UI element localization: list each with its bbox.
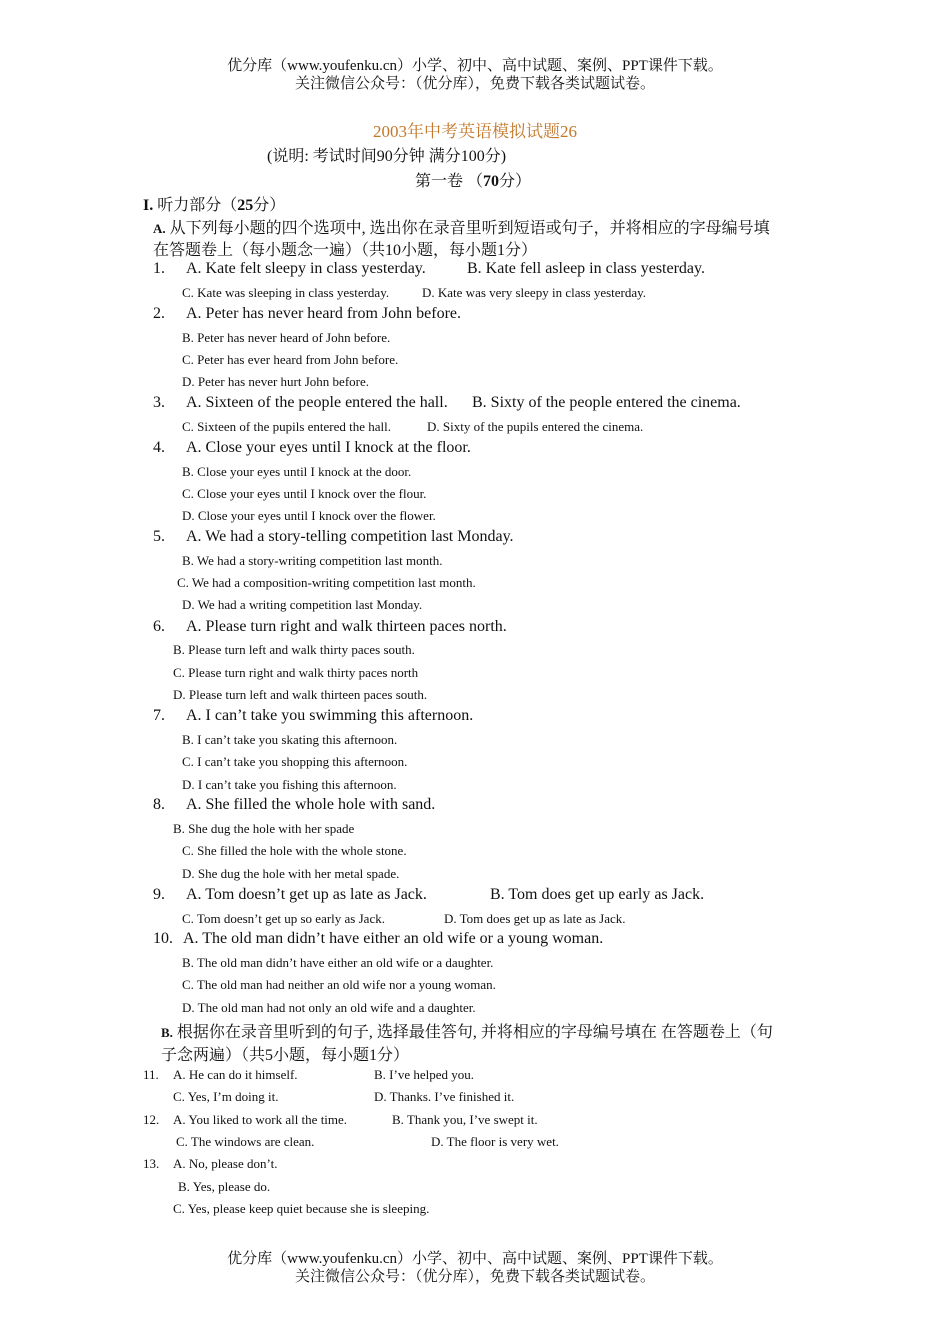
option-a: A. The old man didn’t have either an old wife or a young woman. [183, 930, 604, 947]
option-c: C. She filled the hole with the whole stone. [182, 843, 407, 858]
option-a: A. You liked to work all the time. [173, 1112, 348, 1127]
option-b: B. Peter has never heard of John before. [182, 330, 391, 345]
question-number: 10. [153, 930, 173, 947]
part-b-instr-1: 根据你在录音里听到的句子, 选择最佳答句, 并将相应的字母编号填在 在答题卷上（句 [172, 1024, 773, 1041]
question-number: 5. [153, 528, 165, 545]
option-b: B. Yes, please do. [178, 1179, 271, 1194]
header-line-1: 优分库（www.youfenku.cn）小学、初中、高中试题、案例、PPT课件下载。 [227, 58, 723, 74]
option-b: B. Close your eyes until I knock at the door. [182, 464, 412, 479]
option-a: A. Kate felt sleepy in class yesterday. [186, 260, 426, 277]
footer-line-2: 关注微信公众号：（优分库），免费下载各类试题试卷。 [294, 1269, 655, 1285]
option-c: C. Close your eyes until I knock over the flour. [182, 486, 427, 501]
volume-heading [415, 168, 531, 191]
question-number: 1. [153, 260, 165, 277]
option-c: C. Kate was sleeping in class yesterday. [182, 285, 390, 300]
option-b: B. She dug the hole with her spade [173, 821, 355, 836]
question-number: 2. [153, 305, 165, 322]
option-a: A. Please turn right and walk thirteen paces north. [186, 618, 507, 635]
option-d: D. We had a writing competition last Monday. [182, 597, 423, 612]
option-b: B. Sixty of the people entered the cinema. [472, 394, 741, 411]
part-a-instr-1: 从下列每小题的四个选项中, 选出你在录音里听到短语或句子，并将相应的字母编号填 [165, 220, 770, 237]
question-number: 3. [153, 394, 165, 411]
part-b-instruction-2: 子念两遍）（共5小题，每小题1分） [161, 1047, 410, 1064]
option-c: C. The old man had neither an old wife nor a young woman. [182, 977, 496, 992]
option-d: D. I can’t take you fishing this afternoon. [182, 777, 397, 792]
option-c: C. We had a composition-writing competition last month. [177, 575, 476, 590]
part-b-instruction-1 [161, 1019, 773, 1042]
option-c: C. The windows are clean. [176, 1134, 315, 1149]
part-a-instruction-1 [153, 215, 770, 238]
question-number: 6. [153, 618, 165, 635]
option-a: A. I can’t take you swimming this afternoon. [186, 707, 474, 724]
option-a: A. Tom doesn’t get up as late as Jack. [186, 886, 427, 903]
option-d: D. Thanks. I’ve finished it. [374, 1089, 515, 1104]
option-d: D. Tom does get up as late as Jack. [444, 911, 626, 926]
option-b: B. We had a story-writing competition last month. [182, 553, 443, 568]
option-d: D. The floor is very wet. [431, 1134, 559, 1149]
option-d: D. Sixty of the pupils entered the cinema. [427, 419, 644, 434]
option-a: A. He can do it himself. [173, 1067, 298, 1082]
option-c: C. Yes, I’m doing it. [173, 1089, 279, 1104]
option-b: B. Please turn left and walk thirty paces south. [173, 642, 415, 657]
option-d: D. Peter has never hurt John before. [182, 374, 369, 389]
question-number: 13. [143, 1156, 160, 1171]
page-title: 2003年中考英语模拟试题26 [373, 122, 577, 141]
option-c: C. Please turn right and walk thirty paces north [173, 665, 419, 680]
option-b: B. The old man didn’t have either an old wife or a daughter. [182, 955, 494, 970]
section-post: 分） [253, 197, 286, 214]
header-line-2: 关注微信公众号：（优分库），免费下载各类试题试卷。 [294, 76, 655, 92]
part-a-instruction-2: 在答题卷上（每小题念一遍）（共10小题，每小题1分） [153, 242, 538, 259]
section-score: 25 [237, 197, 254, 214]
section-number: I. [143, 197, 154, 214]
option-b: B. Thank you, I’ve swept it. [392, 1112, 538, 1127]
option-a: A. Sixteen of the people entered the hall. [186, 394, 448, 411]
option-a: A. We had a story-telling competition last Monday. [186, 528, 514, 545]
option-d: D. She dug the hole with her metal spade. [182, 866, 400, 881]
exam-note: (说明: 考试时间90分钟 满分100分) [267, 148, 507, 165]
option-a: A. Close your eyes until I knock at the floor. [186, 439, 471, 456]
option-d: D. Please turn left and walk thirteen paces south. [173, 687, 428, 702]
option-b: B. I can’t take you skating this afternoon. [182, 732, 398, 747]
question-number: 12. [143, 1112, 160, 1127]
section-pre: 听力部分（ [153, 197, 238, 214]
option-c: C. I can’t take you shopping this afternoon. [182, 754, 408, 769]
part-b-label: B. [161, 1025, 173, 1040]
question-number: 7. [153, 707, 165, 724]
option-a: A. No, please don’t. [173, 1156, 278, 1171]
option-d: D. Close your eyes until I knock over the flower. [182, 508, 436, 523]
section-heading [143, 192, 285, 215]
option-d: D. The old man had not only an old wife and a daughter. [182, 1000, 476, 1015]
question-number: 8. [153, 796, 165, 813]
question-number: 9. [153, 886, 165, 903]
option-c: C. Sixteen of the pupils entered the hall. [182, 419, 392, 434]
option-c: C. Yes, please keep quiet because she is sleeping. [173, 1201, 430, 1216]
footer-line-1: 优分库（www.youfenku.cn）小学、初中、高中试题、案例、PPT课件下载。 [227, 1251, 723, 1267]
question-number: 11. [143, 1067, 159, 1082]
option-b: B. Tom does get up early as Jack. [490, 886, 705, 903]
option-b: B. I’ve helped you. [374, 1067, 475, 1082]
question-number: 4. [153, 439, 165, 456]
option-c: C. Tom doesn’t get up so early as Jack. [182, 911, 385, 926]
option-d: D. Kate was very sleepy in class yesterday. [422, 285, 647, 300]
option-a: A. She filled the whole hole with sand. [186, 796, 436, 813]
option-b: B. Kate fell asleep in class yesterday. [467, 260, 705, 277]
volume-score: 70 [483, 173, 500, 190]
option-a: A. Peter has never heard from John before. [186, 305, 462, 322]
volume-pre: 第一卷 （ [415, 173, 484, 190]
volume-post: 分） [499, 173, 532, 190]
part-a-label: A. [153, 221, 166, 236]
option-c: C. Peter has ever heard from John before. [182, 352, 399, 367]
